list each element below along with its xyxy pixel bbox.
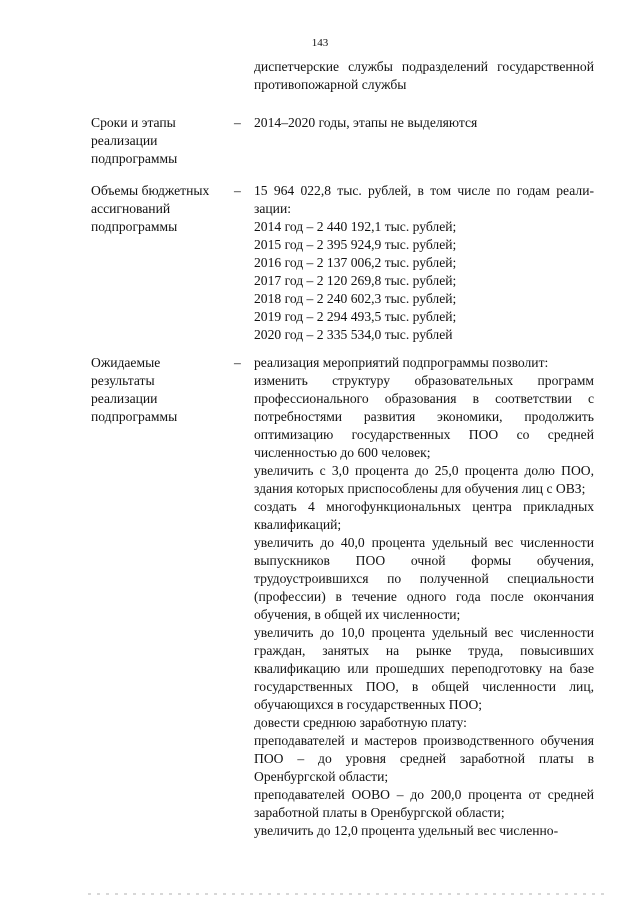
results-paragraph: довести среднюю заработную плату: [254, 715, 467, 730]
budget-year-line: 2014 год – 2 440 192,1 тыс. рублей; [254, 219, 457, 234]
results-paragraph: увеличить с 3,0 процента до 25,0 процента долю ПОО, здания которых приспособлены для обучения лиц с ОВЗ; [254, 463, 594, 496]
terms-text: 2014–2020 годы, этапы не выделяются [254, 115, 478, 130]
label-line: Объемы бюджетных [91, 183, 210, 198]
scan-artifact [88, 893, 604, 895]
label-line: подпрограммы [91, 151, 178, 166]
continuation-text: диспетчерские службы подразделений государственной противопожарной службы [254, 59, 594, 92]
label-line: реализации [91, 133, 158, 148]
section-label [91, 182, 231, 236]
label-line: реализации [91, 391, 158, 406]
section-label [91, 354, 231, 426]
dash: – [234, 355, 241, 370]
budget-intro-line: 15 964 022,8 тыс. рублей, в том числе по годам реали- [254, 183, 594, 198]
results-paragraph: изменить структуру образовательных программ профессионального образования в соответствии с потребностями развития экономики, продолжить оптимизацию государственных ПОО со средней численностью до 600 человек; [254, 373, 594, 460]
section-content [254, 354, 594, 840]
label-line: ассигнований [91, 201, 171, 216]
label-line: результаты [91, 373, 155, 388]
results-paragraph: увеличить до 12,0 процента удельный вес численно- [254, 823, 559, 838]
results-paragraph: реализация мероприятий подпрограммы позволит: [254, 355, 549, 370]
label-line: Ожидаемые [91, 355, 161, 370]
budget-year-line: 2016 год – 2 137 006,2 тыс. рублей; [254, 255, 457, 270]
budget-intro-line: зации: [254, 201, 292, 216]
label-line: подпрограммы [91, 219, 178, 234]
dash: – [234, 115, 241, 130]
results-paragraph: преподавателей и мастеров производственного обучения ПОО – до уровня средней заработной платы в Оренбургской области; [254, 733, 594, 784]
results-paragraph: увеличить до 40,0 процента удельный вес численности выпускников ПОО очной формы обучения, трудоустроившихся по полученной специальности (профессии) в течение одного года после окончания обучения, в общей их численности; [254, 535, 594, 622]
budget-year-line: 2020 год – 2 335 534,0 тыс. рублей [254, 327, 453, 342]
budget-year-line: 2018 год – 2 240 602,3 тыс. рублей; [254, 291, 457, 306]
results-paragraph: создать 4 многофункциональных центра прикладных квалификаций; [254, 499, 594, 532]
label-line: Сроки и этапы [91, 115, 176, 130]
section-label [91, 114, 231, 168]
section-content [254, 182, 594, 344]
budget-year-line: 2015 год – 2 395 924,9 тыс. рублей; [254, 237, 457, 252]
results-paragraph: увеличить до 10,0 процента удельный вес численности граждан, занятых на рынке труда, повысивших квалификацию или прошедших переподготовку на базе государственных ПОО, в общей численности лиц, обучающихся в государственных ПОО; [254, 625, 594, 712]
results-paragraph: преподавателей ООВО – до 200,0 процента от средней заработной платы в Оренбургской области; [254, 787, 594, 820]
page-number: 143 [311, 37, 329, 49]
budget-year-line: 2019 год – 2 294 493,5 тыс. рублей; [254, 309, 457, 324]
section-content [254, 114, 594, 132]
label-line: подпрограммы [91, 409, 178, 424]
budget-year-line: 2017 год – 2 120 269,8 тыс. рублей; [254, 273, 457, 288]
dash: – [234, 183, 241, 198]
